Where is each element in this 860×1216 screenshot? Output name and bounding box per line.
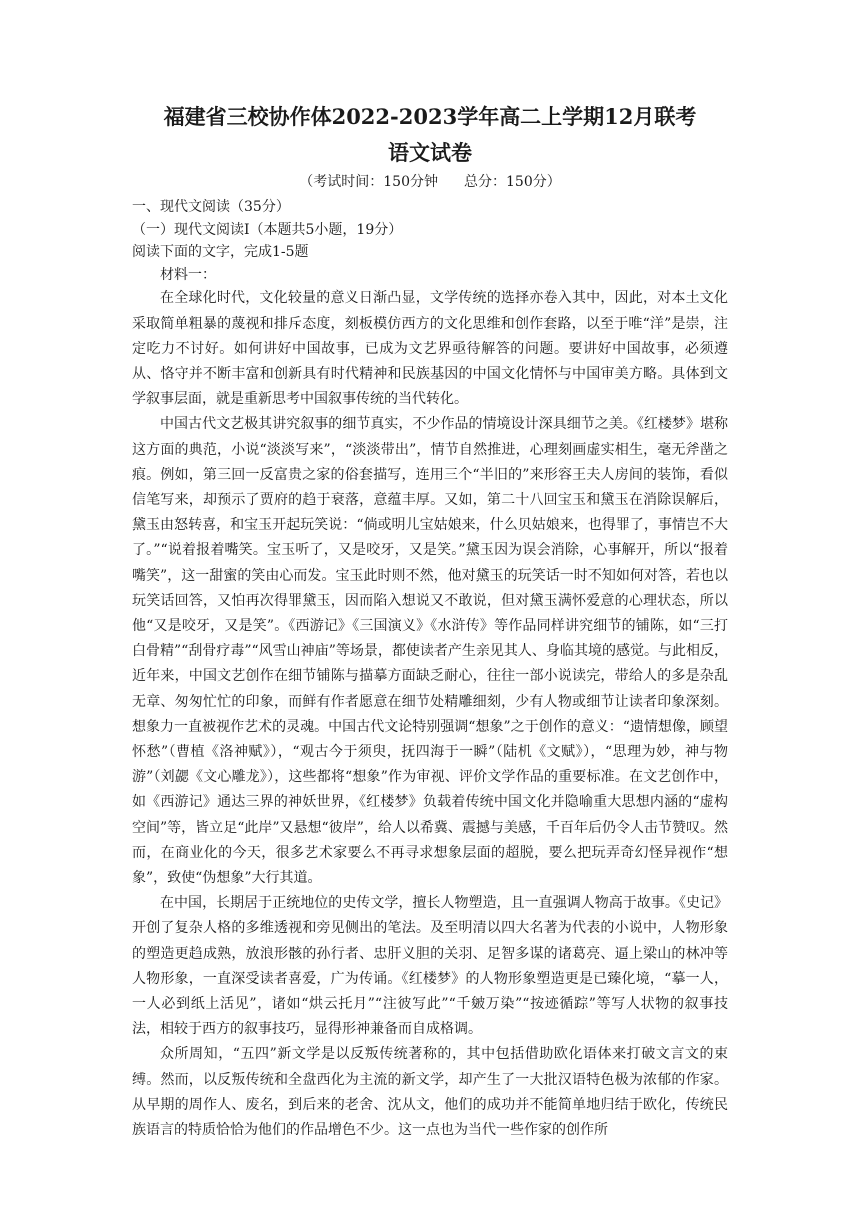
reading-instruction: 阅读下面的文字，完成1-5题 <box>132 244 309 261</box>
material-label: 材料一： <box>160 266 216 283</box>
exam-time: （考试时间：150分钟 <box>299 174 438 190</box>
paragraph-4: 众所周知，“五四”新文学是以反叛传统著称的，其中包括借助欧化语体来打破文言文的束缚。然而，以反叛传统和全盘西化为主流的新文学，却产生了一大批汉语特色极为浓郁的作家。从早期的周作人、废名，到后来的老舍、沈从文，他们的成功并不能简单地归结于欧化，传统民族语言的特质恰恰为他们的作品增色不少。这一点也为当代一些作家的创作所 <box>132 1046 728 1139</box>
reading-section <box>132 196 728 1143</box>
exam-subtitle: 语文试卷 <box>388 140 472 165</box>
paragraph-1: 在全球化时代，文化较量的意义日渐凸显，文学传统的选择亦卷入其中，因此，对本土文化采取简单粗暴的蔑视和排斥态度，刻板模仿西方的文化思维和创作套路，以至于唯“洋”是崇，注定吃力不讨好。如何讲好中国故事，已成为文艺界亟待解答的问题。要讲好中国故事，必须遵从、恪守并不断丰富和创新具有时代精神和民族基因的中国文化情怀与中国审美方略。具体到文学叙事层面，就是重新思考中国叙事传统的当代转化。 <box>132 290 728 408</box>
exam-info <box>0 172 860 192</box>
exam-title: 福建省三校协作体2022-2023学年高二上学期12月联考 <box>163 104 697 129</box>
section-heading: 一、现代文阅读（35分） <box>132 199 290 215</box>
total-score: 总分：150分） <box>464 174 561 190</box>
paragraph-2: 中国古代文艺极其讲究叙事的细节真实，不少作品的情境设计深具细节之美。《红楼梦》堪称这方面的典范，小说“淡淡写来”，“淡淡带出”，情节自然推进，心理刻画虚实相生，毫无斧凿之痕。例如，第三回一反富贵之家的俗套描写，连用三个“半旧的”来形容王夫人房间的装饰，看似信笔写来，却预示了贾府的趋于衰落，意蕴丰厚。又如，第二十八回宝玉和黛玉在消除误解后，黛玉由怒转喜，和宝玉开起玩笑说：“倘或明儿宝姑娘来，什么贝姑娘来，也得罪了，事情岂不大了。”“说着报着嘴笑。宝玉听了，又是咬牙，又是笑。”黛玉因为误会消除，心事解开，所以“报着嘴笑”，这一甜蜜的笑由心而发。宝玉此时则不然，他对黛玉的玩笑话一时不知如何对答，若也以玩笑话回答，又怕再次得罪黛玉，因而陷入想说又不敢说，但对黛玉满怀爱意的心理状态，所以他“又是咬牙，又是笑”。《西游记》《三国演义》《水浒传》等作品同样讲究细节的铺陈，如“三打白骨精”“刮骨疗毒”“风雪山神庙”等场景，都使读者产生亲见其人、身临其境的感觉。与此相反，近年来，中国文艺创作在细节铺陈与描摹方面缺乏耐心，往往一部小说读完，带给人的多是杂乱无章、匆匆忙忙的印象，而鲜有作者愿意在细节处精雕细刻，少有人物或细节让读者印象深刻。想象力一直被视作艺术的灵魂。中国古代文论特别强调“想象”之于创作的意义：“遗情想像，顾望怀愁”（曹植《洛神赋》），“观古今于须臾，抚四海于一瞬”（陆机《文赋》），“思理为妙，神与物游”（刘勰《文心雕龙》），这些都将“想象”作为审视、评价文学作品的重要标准。在文艺创作中，如《西游记》通达三界的神妖世界，《红楼梦》负载着传统中国文化并隐喻重大思想内涵的“虚构空间”等，皆立足“此岸”又悬想“彼岸”，给人以希冀、震撼与美感，千百年后仍令人击节赞叹。然而，在商业化的今天，很多艺术家要么不再寻求想象层面的超脱，要么把玩弄奇幻怪异视作“想象”，致使“伪想象”大行其道。 <box>132 416 728 887</box>
section-subheading: （一）现代文阅读Ⅰ（本题共5小题，19分） <box>132 221 403 238</box>
paragraph-3: 在中国，长期居于正统地位的史传文学，擅长人物塑造，且一直强调人物高于故事。《史记》开创了复杂人格的多维透视和旁见侧出的笔法。及至明清以四大名著为代表的小说中，人物形象的塑造更趋成熟，放浪形骸的孙行者、忠肝义胆的关羽、足智多谋的诸葛亮、逼上梁山的林冲等人物形象，一直深受读者喜爱，广为传诵。《红楼梦》的人物形象塑造更是已臻化境，“摹一人，一人必到纸上活见”，诸如“烘云托月”“注彼写此”“千皴万染”“按迹循踪”等写人状物的叙事技法，相较于西方的叙事技巧，显得形神兼备而自成格调。 <box>132 895 728 1038</box>
